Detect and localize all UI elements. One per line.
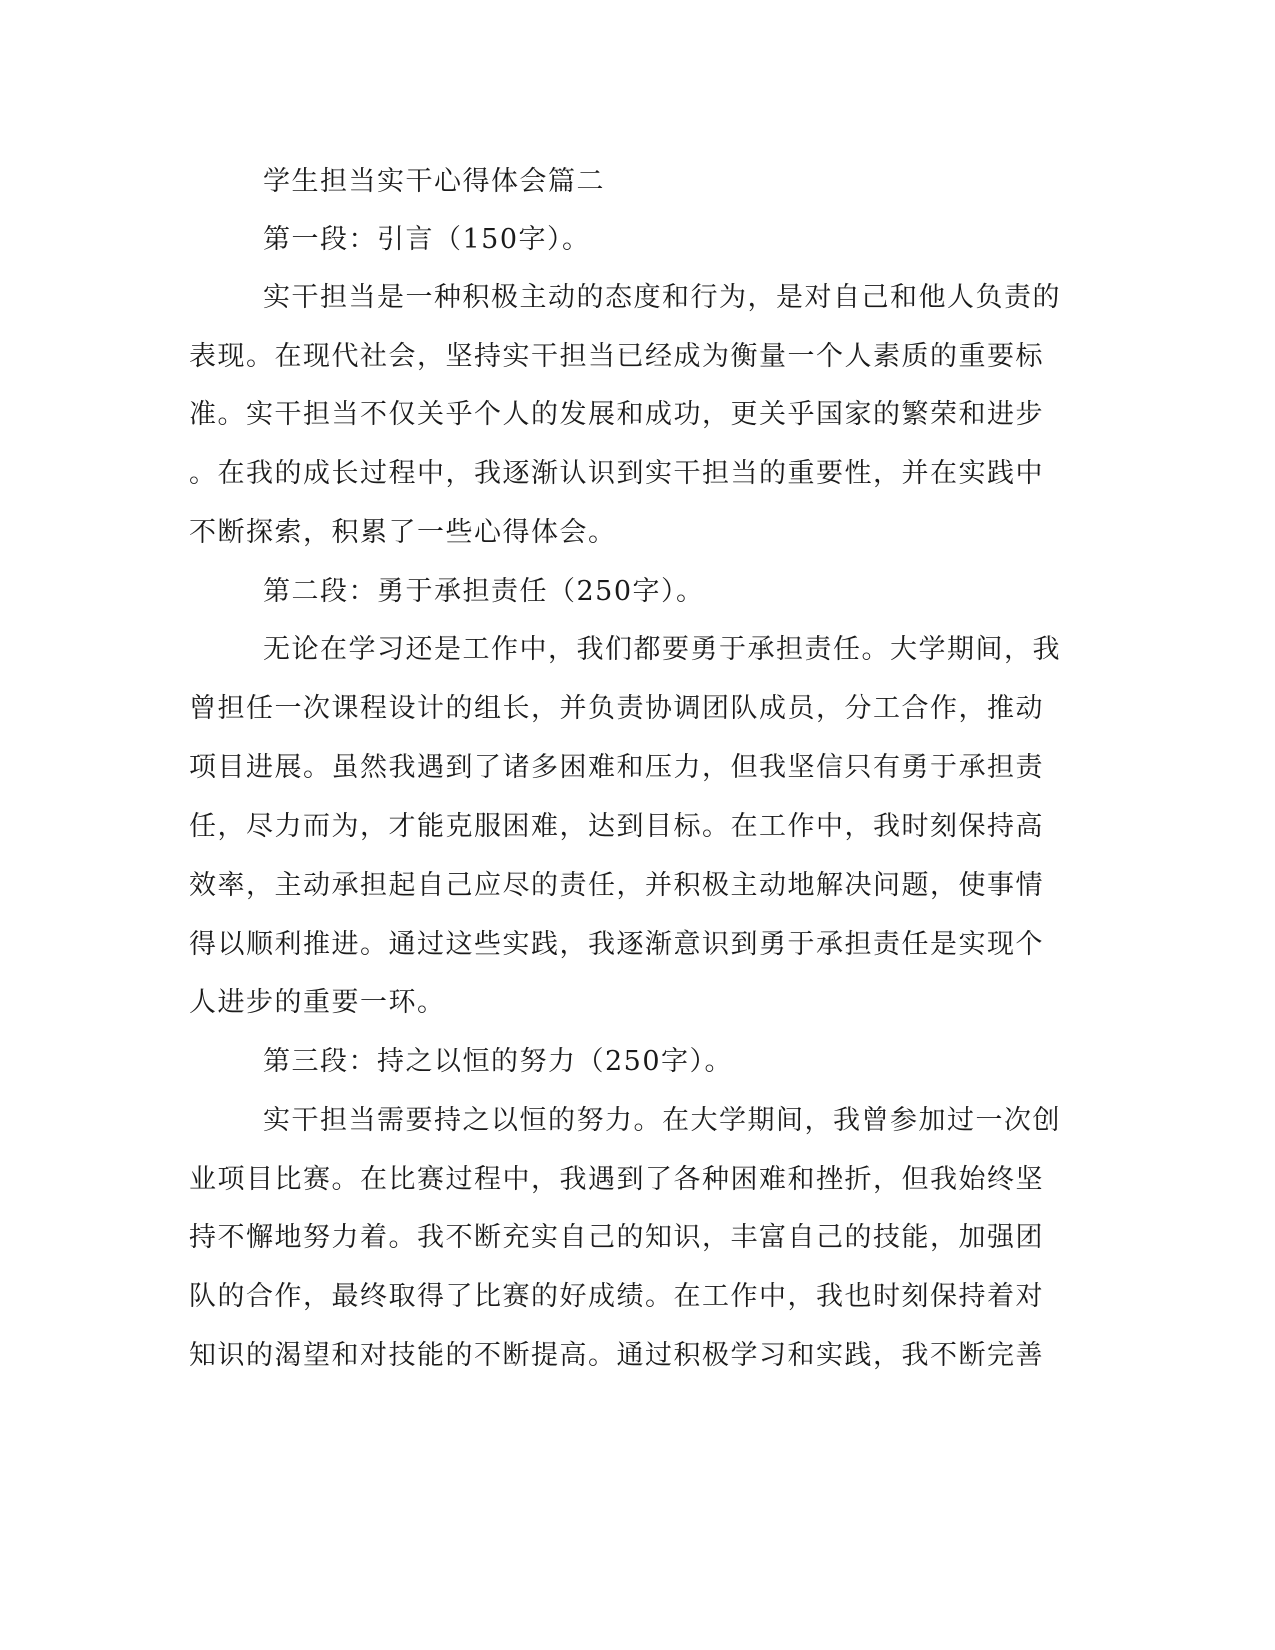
paragraph-line: 效率，主动承担起自己应尽的责任，并积极主动地解决问题，使事情 <box>189 870 1044 901</box>
paragraph-line: 得以顺利推进。通过这些实践，我逐渐意识到勇于承担责任是实现个 <box>189 929 1044 960</box>
section-heading-1: 第一段：引言（150字）。 <box>263 224 591 255</box>
section-heading-3: 第三段：持之以恒的努力（250字）。 <box>263 1046 734 1077</box>
document-title: 学生担当实干心得体会篇二 <box>263 166 605 197</box>
paragraph-line: 持不懈地努力着。我不断充实自己的知识，丰富自己的技能，加强团 <box>189 1222 1044 1253</box>
paragraph-line: 实干担当是一种积极主动的态度和行为，是对自己和他人负责的 <box>263 282 1061 313</box>
paragraph-line: 表现。在现代社会，坚持实干担当已经成为衡量一个人素质的重要标 <box>189 341 1044 372</box>
paragraph-line: 人进步的重要一环。 <box>189 987 446 1018</box>
paragraph-line: 无论在学习还是工作中，我们都要勇于承担责任。大学期间，我 <box>263 634 1061 665</box>
paragraph-line: 准。实干担当不仅关乎个人的发展和成功，更关乎国家的繁荣和进步 <box>189 399 1044 430</box>
paragraph-line: 项目进展。虽然我遇到了诸多困难和压力，但我坚信只有勇于承担责 <box>189 752 1044 783</box>
paragraph-line: 曾担任一次课程设计的组长，并负责协调团队成员，分工合作，推动 <box>189 693 1044 724</box>
section-heading-2: 第二段：勇于承担责任（250字）。 <box>263 576 705 607</box>
paragraph-line: 知识的渴望和对技能的不断提高。通过积极学习和实践，我不断完善 <box>189 1340 1044 1371</box>
paragraph-line: 。在我的成长过程中，我逐渐认识到实干担当的重要性，并在实践中 <box>189 458 1044 489</box>
paragraph-line: 业项目比赛。在比赛过程中，我遇到了各种困难和挫折，但我始终坚 <box>189 1164 1044 1195</box>
paragraph-line: 队的合作，最终取得了比赛的好成绩。在工作中，我也时刻保持着对 <box>189 1281 1044 1312</box>
paragraph-line: 实干担当需要持之以恒的努力。在大学期间，我曾参加过一次创 <box>263 1105 1061 1136</box>
paragraph-line: 任，尽力而为，才能克服困难，达到目标。在工作中，我时刻保持高 <box>189 811 1044 842</box>
paragraph-line: 不断探索，积累了一些心得体会。 <box>189 517 617 548</box>
